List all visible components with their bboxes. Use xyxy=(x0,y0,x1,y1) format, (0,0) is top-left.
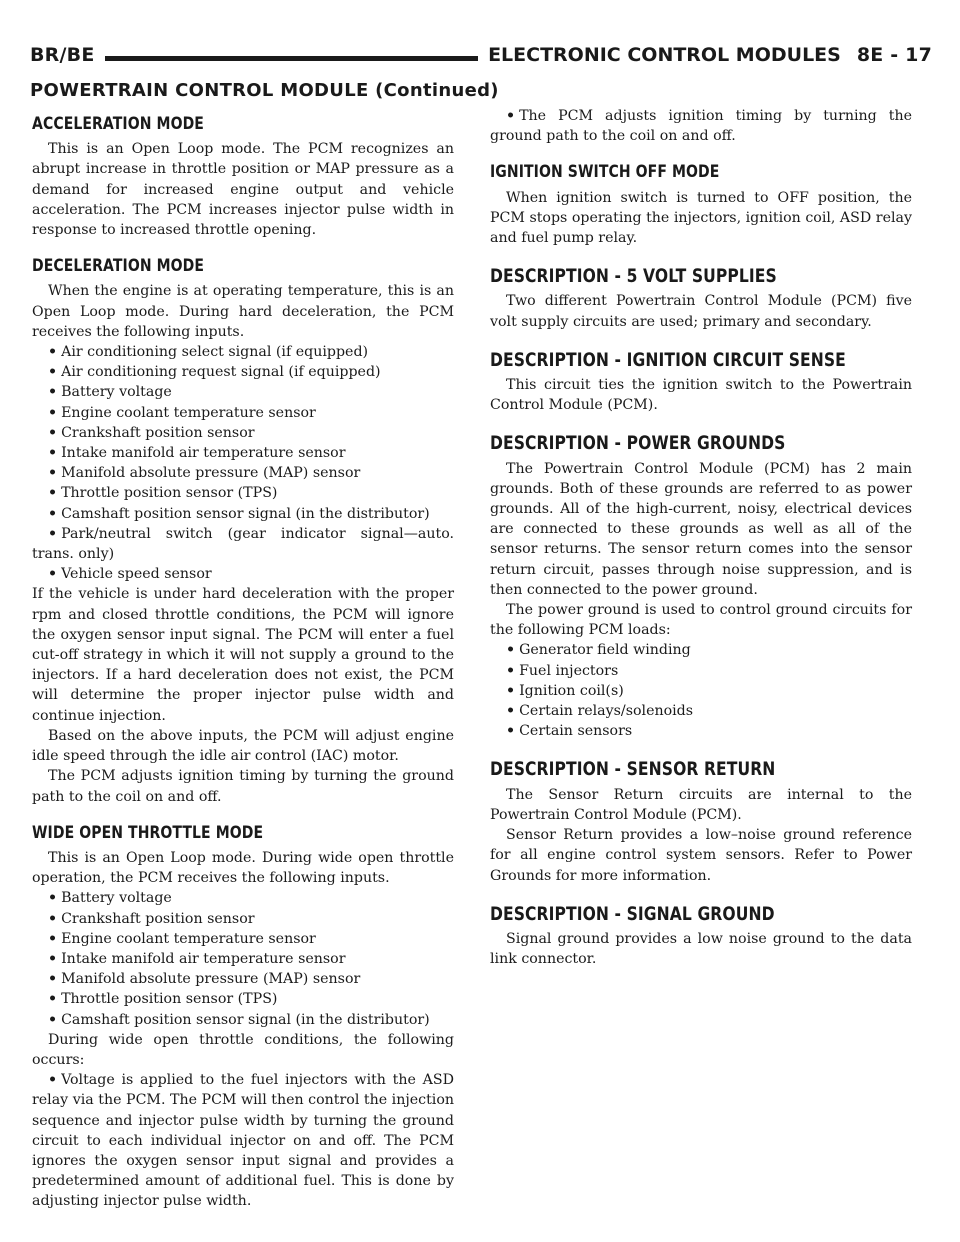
list-item xyxy=(32,362,454,382)
list-item xyxy=(490,640,912,660)
bullet-icon: • xyxy=(48,424,58,441)
list-item-text: Manifold absolute pressure (MAP) sensor xyxy=(61,971,361,988)
list-item-text: The PCM adjusts ignition timing by turning the ground path to the coil on and off. xyxy=(490,108,912,145)
header-chapter-title: ELECTRONIC CONTROL MODULES xyxy=(488,44,841,66)
bullet-icon: • xyxy=(48,1072,58,1089)
bullet-icon: • xyxy=(506,723,516,740)
bullet-icon: • xyxy=(506,682,516,699)
list-item xyxy=(32,929,454,949)
paragraph: This is an Open Loop mode. During wide open throttle operation, the PCM receives the following inputs. xyxy=(32,849,454,887)
section-heading: DESCRIPTION - SENSOR RETURN xyxy=(490,758,776,781)
bullet-icon: • xyxy=(48,890,58,907)
bullet-icon: • xyxy=(506,642,516,659)
section-heading: DECELERATION MODE xyxy=(32,256,205,276)
section-heading: DESCRIPTION - IGNITION CIRCUIT SENSE xyxy=(490,348,846,371)
list-item xyxy=(32,888,454,908)
bullet-icon: • xyxy=(48,364,58,381)
list-item-text: Battery voltage xyxy=(61,890,172,907)
section-heading: DESCRIPTION - SIGNAL GROUND xyxy=(490,902,775,925)
bullet-list xyxy=(32,342,454,584)
paragraph: The Powertrain Control Module (PCM) has 2 main grounds. Both of these grounds are referred to as power grounds. All of the high-current, noisy, electrical devices are connected to these grounds as well as all of the sensor returns. The sensor return comes into the sensor return circuit, passes through noise suppression, and is then connected to the power ground. xyxy=(490,460,912,598)
list-item-text: Throttle position sensor (TPS) xyxy=(61,991,278,1008)
bullet-icon: • xyxy=(48,525,58,542)
list-item-text: Engine coolant temperature sensor xyxy=(61,404,316,421)
right-column xyxy=(490,106,912,969)
list-item-text: Vehicle speed sensor xyxy=(61,566,212,583)
list-item xyxy=(32,1010,454,1030)
list-item xyxy=(32,989,454,1009)
list-item xyxy=(32,463,454,483)
list-item xyxy=(490,721,912,741)
list-item-text: Generator field winding xyxy=(519,642,691,659)
bullet-icon: • xyxy=(48,910,58,927)
bullet-icon: • xyxy=(506,108,516,124)
list-item-text: Battery voltage xyxy=(61,384,172,401)
list-item-text: Intake manifold air temperature sensor xyxy=(61,950,346,967)
list-item-text: Fuel injectors xyxy=(519,662,619,679)
left-column xyxy=(32,114,454,1212)
list-item xyxy=(32,1070,454,1211)
bullet-icon: • xyxy=(48,485,58,502)
bullet-list xyxy=(490,640,912,741)
list-item xyxy=(490,106,912,146)
list-item xyxy=(490,701,912,721)
paragraph: The Sensor Return circuits are internal to the Powertrain Control Module (PCM). xyxy=(490,786,912,823)
list-item xyxy=(32,504,454,524)
bullet-icon: • xyxy=(48,566,58,583)
section-heading: WIDE OPEN THROTTLE MODE xyxy=(32,822,264,842)
list-item xyxy=(32,382,454,402)
list-item xyxy=(32,524,454,564)
paragraph: During wide open throttle conditions, the following occurs: xyxy=(32,1031,454,1068)
bullet-icon: • xyxy=(48,505,58,522)
list-item xyxy=(32,909,454,929)
list-item-text: Certain relays/solenoids xyxy=(519,703,694,720)
list-item-text: Crankshaft position sensor xyxy=(61,910,255,927)
bullet-list xyxy=(32,888,454,1029)
header-page-number: 8E - 17 xyxy=(856,44,932,66)
paragraph: Signal ground provides a low noise ground to the data link connector. xyxy=(490,930,912,968)
list-item xyxy=(32,949,454,969)
section-heading: DESCRIPTION - POWER GROUNDS xyxy=(490,432,786,455)
paragraph: When the engine is at operating temperature, this is an Open Loop mode. During hard deceleration, the PCM receives the following inputs. xyxy=(32,283,454,340)
list-item-text: Camshaft position sensor signal (in the distributor) xyxy=(61,505,430,522)
bullet-icon: • xyxy=(506,662,516,679)
bullet-list xyxy=(32,1070,454,1211)
section-heading: DESCRIPTION - 5 VOLT SUPPLIES xyxy=(490,265,777,288)
bullet-icon: • xyxy=(48,971,58,988)
bullet-icon: • xyxy=(48,930,58,947)
bullet-icon: • xyxy=(48,950,58,967)
paragraph: Two different Powertrain Control Module (PCM) five volt supply circuits are used; primary and secondary. xyxy=(490,293,912,330)
bullet-icon: • xyxy=(48,384,58,401)
bullet-list xyxy=(490,106,912,146)
paragraph: Based on the above inputs, the PCM will adjust engine idle speed through the idle air control (IAC) motor. xyxy=(32,727,454,765)
list-item xyxy=(32,443,454,463)
bullet-icon: • xyxy=(48,1011,58,1028)
list-item xyxy=(32,403,454,423)
list-item xyxy=(32,423,454,443)
paragraph: The power ground is used to control ground circuits for the following PCM loads: xyxy=(490,602,912,639)
list-item-text: Air conditioning request signal (if equipped) xyxy=(61,364,381,381)
paragraph: Sensor Return provides a low–noise ground reference for all engine control system sensors. Refer to Power Grounds for more information. xyxy=(490,827,912,884)
list-item-text: Manifold absolute pressure (MAP) sensor xyxy=(61,465,361,482)
bullet-icon: • xyxy=(506,703,516,720)
list-item-text: Crankshaft position sensor xyxy=(61,424,255,441)
paragraph: This circuit ties the ignition switch to the Powertrain Control Module (PCM). xyxy=(490,377,912,414)
continued-heading: POWERTRAIN CONTROL MODULE (Continued) xyxy=(30,80,499,101)
list-item-text: Park/neutral switch (gear indicator signal—auto. trans. only) xyxy=(32,525,454,563)
section-heading: ACCELERATION MODE xyxy=(32,114,204,133)
list-item xyxy=(490,661,912,681)
paragraph: This is an Open Loop mode. The PCM recognizes an abrupt increase in throttle position or MAP pressure as a demand for increased engine output and vehicle acceleration. The PCM increases injector pulse width in response to increased throttle opening. xyxy=(32,141,454,239)
list-item xyxy=(490,681,912,701)
list-item-text: Throttle position sensor (TPS) xyxy=(61,485,278,502)
bullet-icon: • xyxy=(48,344,58,361)
header-section-code: BR/BE xyxy=(30,44,105,66)
list-item xyxy=(32,564,454,584)
section-heading: IGNITION SWITCH OFF MODE xyxy=(490,162,720,182)
bullet-icon: • xyxy=(48,991,58,1008)
paragraph: If the vehicle is under hard deceleration with the proper rpm and closed throttle conditions, the PCM will ignore the oxygen sensor input signal. The PCM will enter a fuel cut-off strategy in which it will not supply a ground to the injectors. If a hard deceleration does not exist, the PCM will determine the proper injector pulse width and continue injection. xyxy=(32,586,454,724)
bullet-icon: • xyxy=(48,445,58,462)
list-item-text: Air conditioning select signal (if equipped) xyxy=(61,344,369,361)
bullet-icon: • xyxy=(48,404,58,421)
page-header xyxy=(30,36,932,76)
list-item xyxy=(32,342,454,362)
list-item-text: Voltage is applied to the fuel injectors with the ASD relay via the PCM. The PCM will then control the injection sequence and injector pulse width by turning the ground circuit to each individual injector on and off. The PCM ignores the oxygen sensor input signal and provides a predetermined amount of additional fuel. This is done by adjusting injector pulse width. xyxy=(32,1072,454,1210)
bullet-icon: • xyxy=(48,465,58,482)
list-item-text: Intake manifold air temperature sensor xyxy=(61,445,346,462)
paragraph: The PCM adjusts ignition timing by turning the ground path to the coil on and off. xyxy=(32,768,454,805)
list-item-text: Camshaft position sensor signal (in the distributor) xyxy=(61,1011,430,1028)
paragraph: When ignition switch is turned to OFF position, the PCM stops operating the injectors, ignition coil, ASD relay and fuel pump relay. xyxy=(490,189,912,247)
list-item xyxy=(32,969,454,989)
list-item-text: Ignition coil(s) xyxy=(519,682,624,699)
list-item-text: Engine coolant temperature sensor xyxy=(61,930,316,947)
list-item-text: Certain sensors xyxy=(519,723,633,740)
header-right xyxy=(478,44,932,66)
list-item xyxy=(32,483,454,503)
